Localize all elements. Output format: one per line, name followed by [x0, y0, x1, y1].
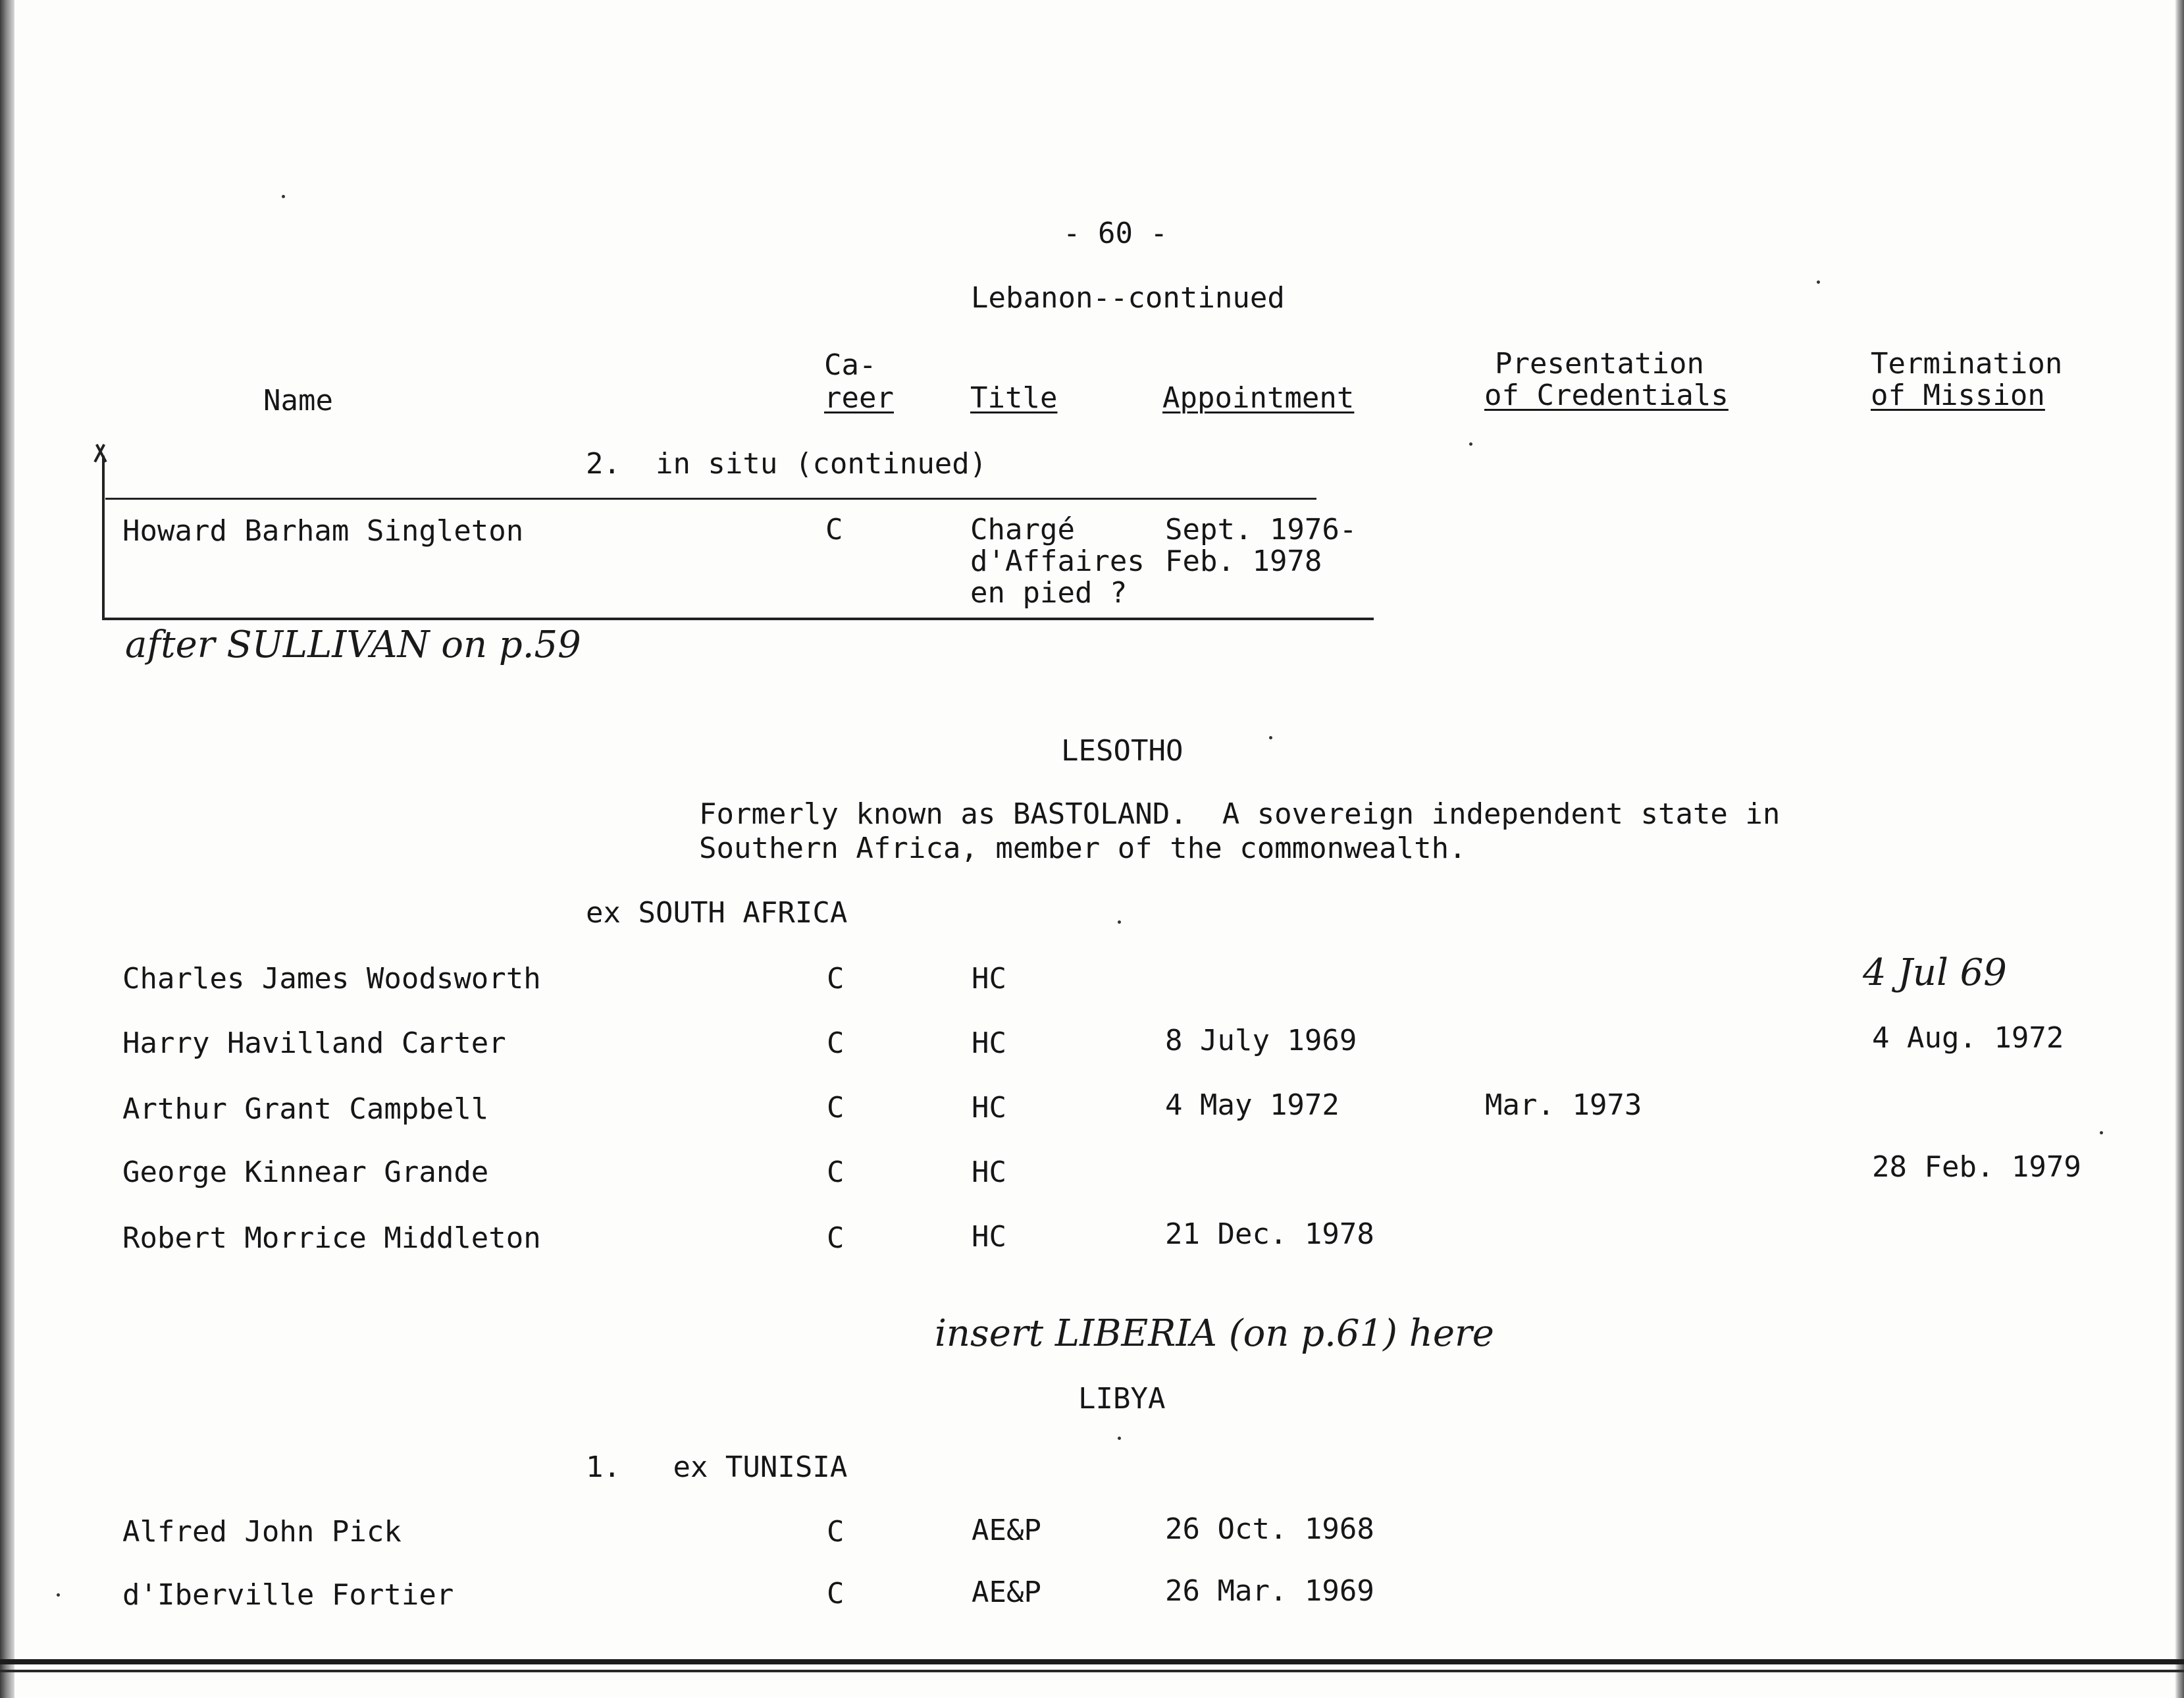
scan-speck — [1118, 920, 1121, 924]
lesotho-row-0-career: C — [827, 962, 845, 995]
lesotho-row-1-appointment: 8 July 1969 — [1165, 1024, 1357, 1057]
lesotho-row-4-appointment: 21 Dec. 1978 — [1165, 1217, 1374, 1251]
lesotho-row-2-career: C — [827, 1091, 845, 1125]
lesotho-subsection-heading: ex SOUTH AFRICA — [586, 896, 848, 930]
lebanon-row-title-line2: d'Affaires — [970, 544, 1145, 578]
lesotho-row-2-name: Arthur Grant Campbell — [122, 1092, 489, 1126]
lesotho-row-1-title: HC — [972, 1026, 1006, 1060]
libya-row-1-career: C — [827, 1577, 845, 1610]
scan-speck — [1118, 1437, 1121, 1440]
scan-speck — [1817, 280, 1820, 284]
lebanon-subsection-heading: 2. in situ (continued) — [586, 447, 987, 481]
lesotho-description-line2: Southern Africa, member of the commonwealth. — [699, 832, 1467, 865]
lesotho-row-0-name: Charles James Woodsworth — [122, 962, 541, 995]
column-header-appointment: Appointment — [1162, 381, 1355, 415]
lesotho-row-0-termination-handwritten: 4 Jul 69 — [1863, 951, 2007, 994]
column-header-career-line2: reer — [824, 381, 894, 415]
lebanon-row-appointment-line2: Feb. 1978 — [1165, 544, 1322, 578]
bottom-page-rule — [0, 1659, 2184, 1664]
libya-row-1-title: AE&P — [972, 1576, 1041, 1609]
lesotho-row-1-career: C — [827, 1026, 845, 1060]
libya-row-0-career: C — [827, 1515, 845, 1549]
lesotho-row-3-title: HC — [972, 1155, 1006, 1189]
bottom-page-rule-secondary — [0, 1670, 2184, 1672]
column-header-career-line1: Ca- — [824, 348, 877, 382]
scan-speck — [1469, 442, 1472, 446]
lesotho-row-4-career: C — [827, 1221, 845, 1255]
libya-row-1-name: d'Iberville Fortier — [122, 1578, 454, 1612]
lesotho-row-2-credentials: Mar. 1973 — [1485, 1088, 1642, 1122]
column-header-termination-line2: of Mission — [1871, 379, 2045, 412]
column-header-title: Title — [970, 381, 1058, 415]
scan-left-edge — [0, 0, 14, 1698]
lebanon-row-career: C — [825, 513, 843, 546]
scan-right-edge — [2175, 0, 2184, 1698]
bracket-vertical-line — [102, 456, 105, 619]
lesotho-row-2-appointment: 4 May 1972 — [1165, 1088, 1339, 1122]
lebanon-row-name: Howard Barham Singleton — [122, 514, 524, 548]
lebanon-row-appointment-line1: Sept. 1976- — [1165, 513, 1357, 546]
scan-speck — [282, 195, 285, 198]
scan-speck — [2100, 1131, 2103, 1134]
libya-row-0-appointment: 26 Oct. 1968 — [1165, 1512, 1374, 1546]
lesotho-row-3-termination: 28 Feb. 1979 — [1872, 1150, 2081, 1184]
lesotho-row-1-termination: 4 Aug. 1972 — [1872, 1021, 2064, 1055]
bracket-top-line — [105, 498, 1316, 500]
libya-subsection-heading: 1. ex TUNISIA — [586, 1450, 848, 1484]
lesotho-row-3-name: George Kinnear Grande — [122, 1155, 489, 1189]
running-head: Lebanon--continued — [971, 281, 1285, 315]
column-header-name: Name — [263, 384, 333, 417]
lesotho-heading: LESOTHO — [1061, 734, 1183, 768]
handwritten-note-sullivan: after SULLIVAN on p.59 — [125, 623, 581, 666]
lesotho-row-0-title: HC — [972, 962, 1006, 995]
column-header-termination-line1: Termination — [1871, 347, 2063, 381]
scan-speck — [57, 1593, 60, 1597]
lesotho-row-2-title: HC — [972, 1091, 1006, 1125]
page-number: - 60 - — [1063, 217, 1168, 250]
lebanon-row-title-line1: Chargé — [970, 513, 1075, 546]
scan-speck — [1269, 736, 1272, 739]
lesotho-description-line1: Formerly known as BASTOLAND. A sovereign independent state in — [699, 797, 1781, 831]
handwritten-note-liberia: insert LIBERIA (on p.61) here — [935, 1312, 1494, 1355]
libya-row-1-appointment: 26 Mar. 1969 — [1165, 1574, 1374, 1608]
lesotho-row-4-title: HC — [972, 1220, 1006, 1254]
lebanon-row-title-line3: en pied ? — [970, 576, 1128, 610]
column-header-credentials-line2: of Credentials — [1484, 379, 1729, 412]
libya-row-0-name: Alfred John Pick — [122, 1515, 402, 1549]
bracket-bottom-line — [102, 618, 1374, 620]
libya-heading: LIBYA — [1078, 1382, 1166, 1416]
lesotho-row-4-name: Robert Morrice Middleton — [122, 1221, 541, 1255]
lesotho-row-3-career: C — [827, 1155, 845, 1189]
libya-row-0-title: AE&P — [972, 1514, 1041, 1547]
lesotho-row-1-name: Harry Havilland Carter — [122, 1026, 506, 1060]
column-header-credentials-line1: Presentation — [1495, 347, 1704, 381]
